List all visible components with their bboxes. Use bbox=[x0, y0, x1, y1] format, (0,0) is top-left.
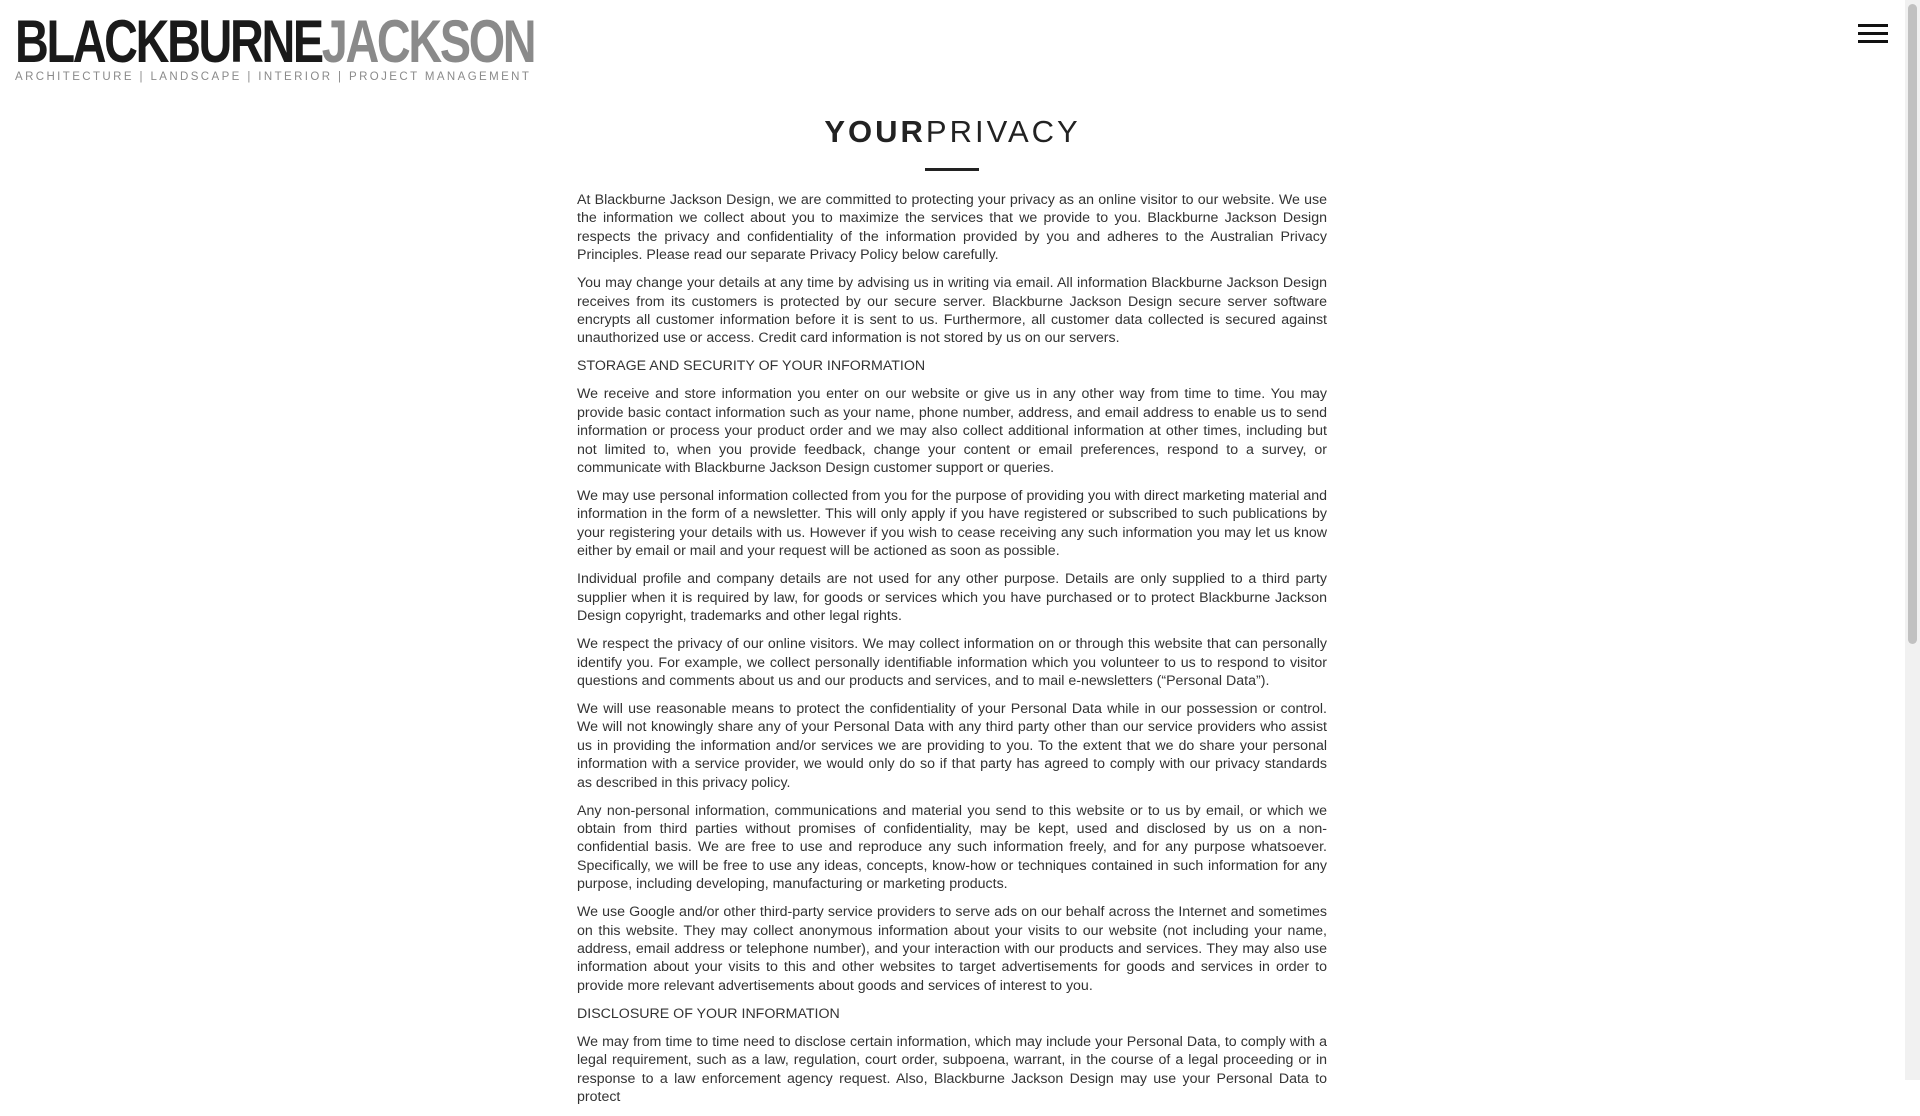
section-heading: DISCLOSURE OF YOUR INFORMATION bbox=[577, 1005, 840, 1022]
paragraph: We may from time to time need to disclose certain information, which may include your Personal Data, to comply with a legal requirement, such as a law, regulation, court order, subpoena, warrant, in the course of a legal proceeding or in response to a law enforcement agency request. Also, Blackburne Jackson Design may use your Personal Data to protect bbox=[577, 1033, 1327, 1105]
page-title-bold: YOUR bbox=[824, 114, 926, 149]
logo-tagline: ARCHITECTURE | LANDSCAPE | INTERIOR | PROJECT MANAGEMENT bbox=[15, 71, 532, 83]
section-heading: STORAGE AND SECURITY OF YOUR INFORMATION bbox=[577, 358, 926, 375]
title-divider bbox=[925, 168, 979, 171]
paragraph: We may use personal information collected from you for the purpose of providing you with direct marketing material and information in the form of a newsletter. This will only apply if you have registered or subscribed to such publications by your registering your details with us. However if you wish to cease receiving any such information you may let us know either by email or mail and your request will be actioned as soon as possible. bbox=[577, 488, 1327, 560]
logo-first-word: BLACKBURNE bbox=[15, 8, 322, 75]
page-title-light: PRIVACY bbox=[925, 114, 1081, 149]
paragraph: You may change your details at any time by advising us in writing via email. All information Blackburne Jackson Design receives from its customers is protected by our secure server. Blackburne Jackson Design secure server software encrypts all customer information before it is sent to us. Furthermore, all customer data collected is secured against unauthorized use or access. Credit card information is not stored by us on our servers. bbox=[577, 275, 1327, 347]
paragraph: We will use reasonable means to protect the confidentiality of your Personal Data while in our possession or control. We will not knowingly share any of your Personal Data with any third party other than our service providers who assist us in providing the information and/or services we are providing to you. To the extent that we do share your personal information with a service provider, we would only do so if that party has agreed to comply with our privacy standards as described in this privacy policy. bbox=[577, 700, 1327, 791]
menu-bar bbox=[1858, 40, 1888, 43]
privacy-content bbox=[577, 191, 1327, 1116]
site-logo[interactable] bbox=[15, 8, 535, 84]
paragraph: Any non-personal information, communications and material you send to this website or to us by email, or which we obtain from third parties without promises of confidentiality, may be kept, used and disclosed by us on a non-confidential basis. We are free to use and reproduce any such information freely, and for any purpose whatsoever. Specifically, we will be free to use any ideas, concepts, know-how or techniques contained in such information for any purpose, including developing, manufacturing or marketing products. bbox=[577, 802, 1327, 893]
paragraph: Individual profile and company details are not used for any other purpose. Details are only supplied to a third party supplier when it is required by law, for goods or services which you have purchased or to protect Blackburne Jackson Design copyright, trademarks and other legal rights. bbox=[577, 571, 1327, 625]
scrollbar-thumb[interactable] bbox=[1908, 4, 1917, 644]
paragraph: We receive and store information you enter on our website or give us in any other way from time to time. You may provide basic contact information such as your name, phone number, address, and email address to enable us to send information or process your product order and we may also collect additional information at other times, including but not limited to, when you provide feedback, change your content or email preferences, respond to a survey, or communicate with Blackburne Jackson Design customer support or queries. bbox=[577, 386, 1327, 477]
page-title bbox=[0, 112, 1905, 152]
hamburger-menu-icon[interactable] bbox=[1856, 22, 1890, 46]
menu-bar bbox=[1858, 24, 1888, 27]
logo-wordmark bbox=[15, 8, 535, 75]
vertical-scrollbar[interactable] bbox=[1905, 0, 1920, 1080]
paragraph: At Blackburne Jackson Design, we are committed to protecting your privacy as an online visitor to our website. We use the information we collect about you to maximize the services that we provide to you. Blackburne Jackson Design respects the privacy and confidentiality of the information provided by you and adheres to the Australian Privacy Principles. Please read our separate Privacy Policy below carefully. bbox=[577, 192, 1327, 264]
site-header bbox=[0, 0, 1905, 90]
menu-bar bbox=[1858, 32, 1888, 35]
paragraph: We respect the privacy of our online visitors. We may collect information on or through this website that can personally identify you. For example, we collect personally identifiable information which you volunteer to us to respond to visitor questions and comments about us and our products and services, and to mail e-newsletters (“Personal Data”). bbox=[577, 636, 1327, 689]
logo-second-word: JACKSON bbox=[321, 8, 535, 75]
paragraph: We use Google and/or other third-party service providers to serve ads on our behalf across the Internet and sometimes on this website. They may collect anonymous information about your visits to our website (not including your name, address, email address or telephone number), and your interaction with our products and services. They may also use information about your visits to this and other websites to target advertisements for goods and services in order to provide more relevant advertisements about goods and services of interest to you. bbox=[577, 904, 1327, 994]
